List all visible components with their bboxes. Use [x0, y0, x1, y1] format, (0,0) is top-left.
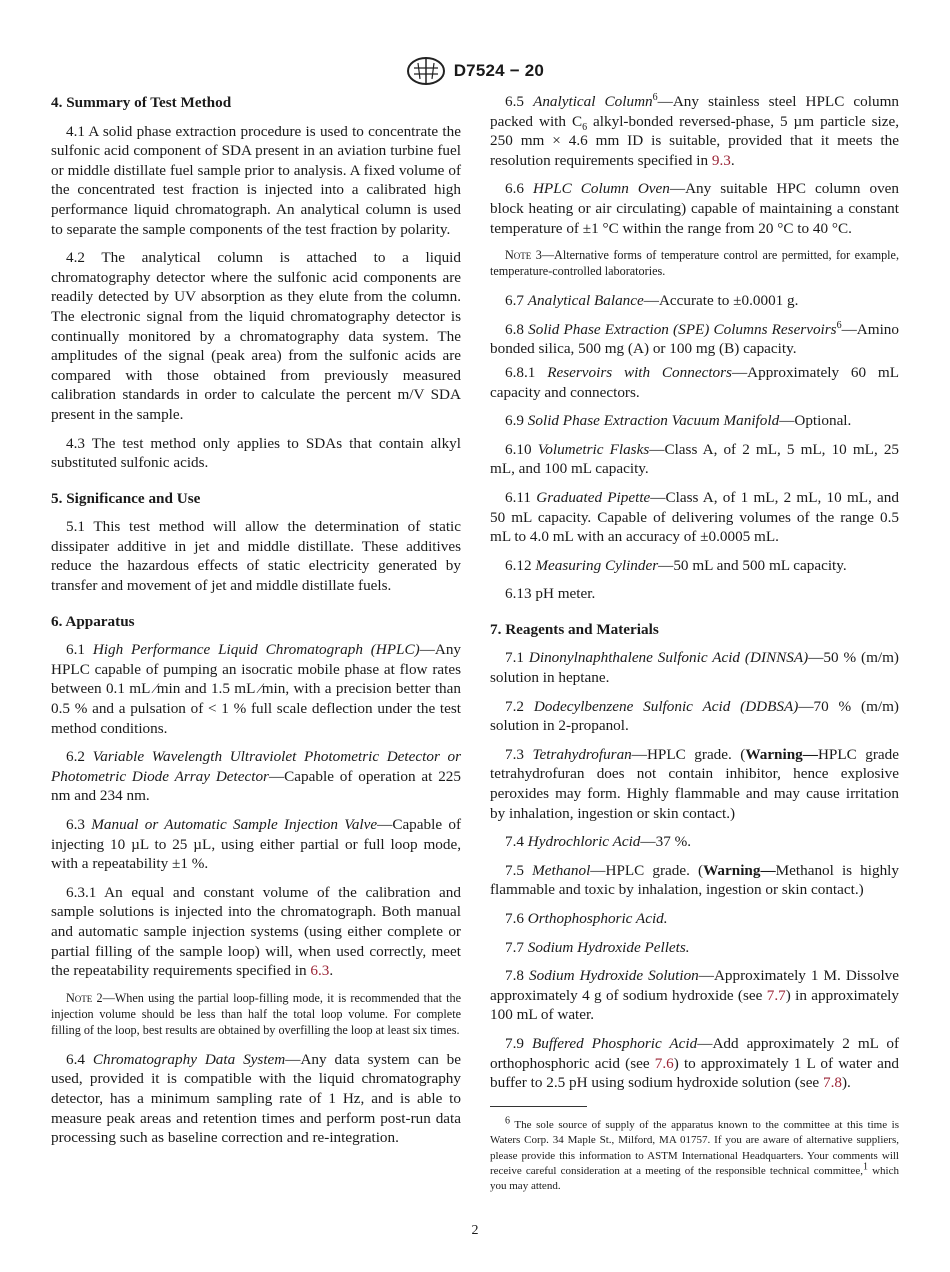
para-7-6: 7.6 Orthophosphoric Acid.: [505, 910, 668, 927]
para-4-2: 4.2 The analytical column is attached to a liquid chromatography detector where the sulfonic acid components are readily detected by UV absorption as they elute from the column. The electronic signal from the liquid chromatography detector is continually monitored by a chromatography data system. The amplitudes of the signal (peak area) from the sulfonic acids are compared with those obtained from previously measured calibration standards in order to calculate the percent m/V SDA present in the sample.: [51, 249, 461, 423]
para-7-4: 7.4 Hydrochloric Acid—37 %.: [505, 833, 692, 851]
ref-link-7-7[interactable]: 7.7: [766, 986, 786, 1004]
ref-link-6-3[interactable]: 6.3: [310, 962, 330, 980]
page-number: 2: [471, 1223, 479, 1238]
section-4-title: 4. Summary of Test Method: [51, 94, 232, 111]
para-4-3: 4.3 The test method only applies to SDAs that contain alkyl substituted sulfonic acids.: [51, 434, 461, 472]
note-3: Note 3—Alternative forms of temperature control are permitted, for example, temperature-controlled laboratories.: [490, 248, 900, 279]
para-6-10: 6.10 Volumetric Flasks—Class A, of 2 mL, 5 mL, 10 mL, 25 mL, and 100 mL capacity.: [490, 440, 900, 478]
para-6-1: 6.1 High Performance Liquid Chromatograph (HPLC)—Any HPLC capable of pumping an isocratic mobile phase at flow rates between 0.1 mL ⁄min and 1.5 mL ⁄min, with a precision better than 0.5 % and a pulsation of < 1 % full scale deflection under the test method conditions.: [51, 641, 462, 737]
para-7-3: 7.3 Tetrahydrofuran—HPLC grade. (Warning—HPLC grade tetrahydrofuran does not contain inhibitor, hence explosive peroxides may form. Highly flammable and may cause irritation by inhalation, ingestion or skin contact.): [490, 745, 899, 822]
left-column: [51, 92, 461, 1157]
para-6-3-1: 6.3.1 An equal and constant volume of the calibration and sample solutions is injected into the chromatograph. Both manual and automatic sample injection systems (using either complete or partial filling of the sample loop) will, when used correctly, meet the repeatability requirements specified in 6.3.: [51, 883, 461, 980]
para-6-3: 6.3 Manual or Automatic Sample Injection Valve—Capable of injecting 10 µL to 25 µL, using either partial or full loop mode, with a repeatability ±1 %.: [51, 816, 461, 873]
section-5-title: 5. Significance and Use: [51, 489, 201, 507]
para-6-7: 6.7 Analytical Balance—Accurate to ±0.0001 g.: [505, 292, 799, 310]
ref-link-7-6[interactable]: 7.6: [654, 1054, 674, 1072]
astm-logo-icon: [406, 55, 446, 87]
ref-link-7-8[interactable]: 7.8: [822, 1074, 842, 1092]
para-6-8-1: 6.8.1 Reservoirs with Connectors—Approximately 60 mL capacity and connectors.: [490, 363, 899, 401]
para-6-2: 6.2 Variable Wavelength Ultraviolet Photometric Detector or Photometric Diode Array Detector—Capable of operation at 225 nm and 234 nm.: [51, 748, 462, 805]
para-6-5: 6.5 Analytical Column$^6$—Any stainless steel HPLC column packed with $C_6$ alkyl-bonded reversed-phase, 5 µm particle size, 250 mm × 4.6 mm ID is suitable, provided that it meets the resolution requirements specified in 9.3.: [490, 91, 899, 169]
page-header: [0, 55, 950, 87]
para-6-12: 6.12 Measuring Cylinder—50 mL and 500 mL capacity.: [505, 556, 847, 574]
footnote-divider: [490, 1106, 587, 1107]
section-6-title: 6. Apparatus: [51, 612, 135, 630]
para-6-9: 6.9 Solid Phase Extraction Vacuum Manifold—Optional.: [505, 412, 852, 430]
para-7-2: 7.2 Dodecylbenzene Sulfonic Acid (DDBSA)—70 % (m/m) solution in 2-propanol.: [490, 697, 899, 735]
right-column: [490, 92, 899, 1102]
para-7-9: 7.9 Buffered Phosphoric Acid—Add approximately 2 mL of orthophosphoric acid (see 7.6) to approximately 1 L of water and buffer to 2.5 pH using sodium hydroxide solution (see 7.8).: [490, 1034, 900, 1092]
footnote-6: $^6$ The sole source of supply of the apparatus known to the committee at this time is Waters Corp. 34 Maple St., Milford, MA 01757. If you are aware of alternative suppliers, please provide this information to ASTM International Headquarters. Your comments will receive careful consideration at a meeting of the responsible technical committee,$^1$ which you may attend.: [490, 1115, 899, 1193]
section-7-title: 7. Reagents and Materials: [490, 620, 659, 638]
para-5-1: 5.1 This test method will allow the determination of static dissipater additive in jet and middle distillate. These additives reduce the hazardous effects of static electricity generated by transfer and movement of jet and middle distillate fuels.: [51, 518, 461, 595]
note-2: Note 2—When using the partial loop-filling mode, it is recommended that the injection volume should be less than half the total loop volume. For complete filling of the loop, best results are obtained by overfilling the loop at least six times.: [51, 990, 462, 1037]
para-6-4: 6.4 Chromatography Data System—Any data system can be used, provided it is compatible with the liquid chromatography detector, has a minimum sampling rate of 1 Hz, and is able to measure peak areas and retention times and perform post-run data processing such as baseline correction and re-integration.: [51, 1050, 461, 1147]
para-7-8: 7.8 Sodium Hydroxide Solution—Approximately 1 M. Dissolve approximately 4 g of sodium hydroxide (see 7.7) in approximately 100 mL of water.: [490, 967, 899, 1024]
para-6-6: 6.6 HPLC Column Oven—Any suitable HPC column oven block heating or air circulating) capable of maintaining a constant temperature of ±1 °C within the range from 20 °C to 40 °C.: [490, 180, 900, 237]
para-6-11: 6.11 Graduated Pipette—Class A, of 1 mL, 2 mL, 10 mL, and 50 mL capacity. Capable of delivering volumes of the range 0.5 mL to 4.0 mL with an accuracy of ±0.0005 mL.: [490, 488, 899, 546]
para-4-1: 4.1 A solid phase extraction procedure is used to concentrate the sulfonic acid component of SDA present in an aviation turbine fuel or middle distillate fuel sample prior to analysis. A fixed volume of the concentrated test fraction is injected into a calibrated high performance liquid chromatograph. An analytical column is used to separate the sample components of the test fraction by polarity.: [51, 122, 461, 238]
para-7-5: 7.5 Methanol—HPLC grade. (Warning—Methanol is highly flammable and toxic by inhalation, ingestion or skin contact.): [490, 861, 899, 899]
para-6-8: 6.8 Solid Phase Extraction (SPE) Columns Reservoirs$^6$—Amino bonded silica, 500 mg (A) or 100 mg (B) capacity.: [490, 319, 899, 358]
para-7-1: 7.1 Dinonylnaphthalene Sulfonic Acid (DINNSA)—50 % (m/m) solution in heptane.: [490, 649, 899, 687]
para-7-7: 7.7 Sodium Hydroxide Pellets.: [505, 938, 690, 956]
para-6-13: 6.13 pH meter.: [505, 585, 596, 603]
designation: D7524 − 20: [453, 61, 545, 81]
ref-link-9-3[interactable]: 9.3: [711, 151, 731, 169]
